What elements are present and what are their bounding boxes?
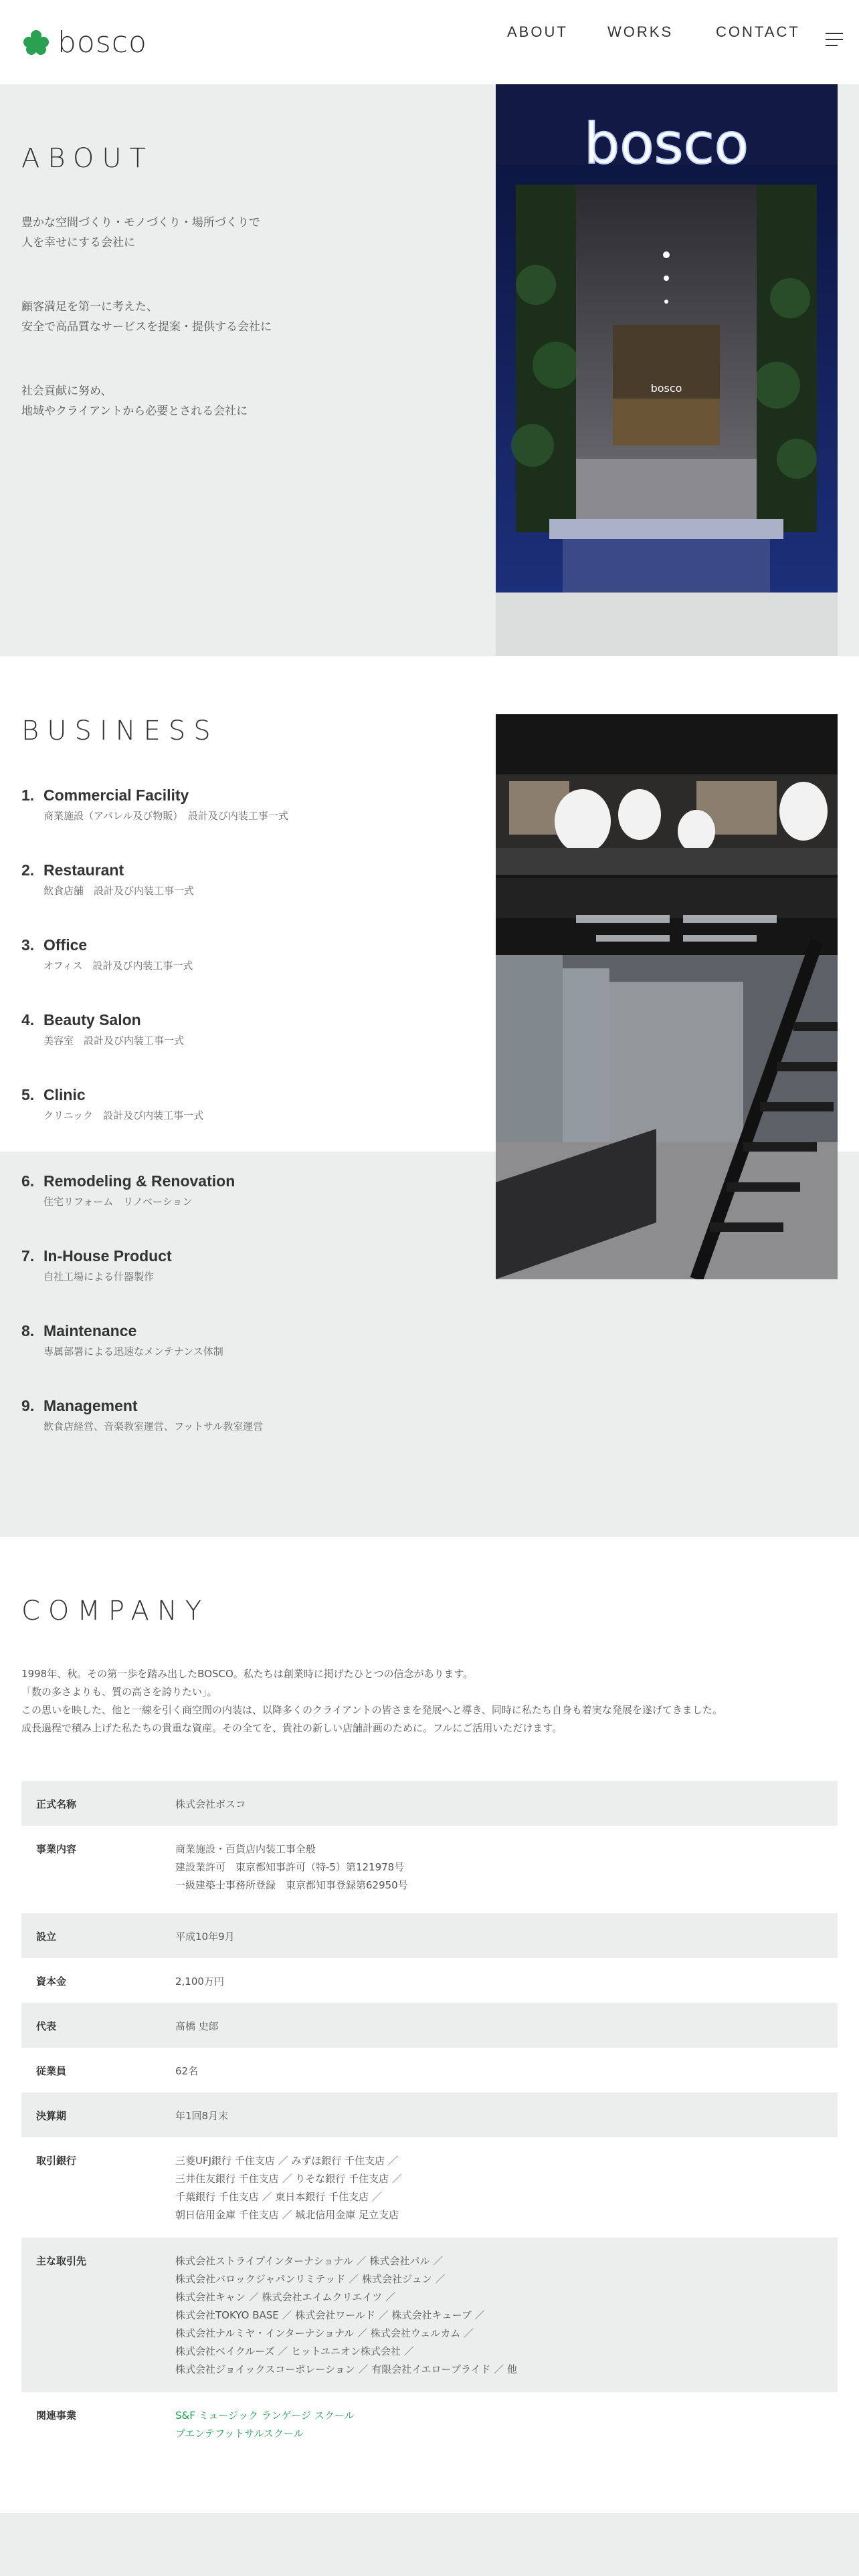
about-photo-shadow bbox=[496, 593, 838, 656]
footer-band bbox=[0, 2513, 859, 2576]
nav-works[interactable]: WORKS bbox=[607, 23, 674, 40]
business-title: BUSINESS bbox=[21, 716, 219, 746]
table-row: 正式名称 株式会社ボスコ bbox=[21, 1781, 838, 1826]
about-paragraph-2: 顧客満足を第一に考えた、 安全で高品質なサービスを提案・提供する会社に bbox=[21, 300, 272, 334]
about-title: ABOUT bbox=[21, 143, 155, 174]
logo-wordmark: bosco bbox=[58, 25, 147, 60]
site-header bbox=[0, 0, 859, 84]
table-row: 従業員 62名 bbox=[36, 2065, 199, 2077]
nav-about[interactable]: ABOUT bbox=[507, 23, 568, 40]
company-intro: 1998年、秋。その第一歩を踏み出したBOSCO。私たちは創業時に掲げたひとつの信念があります。 「数の多さよりも、質の高さを誇りたい」。 この思いを映した、他と一線を引く商空間の内装は、以降多くのクライアントの皆さまを発展へと導き、同時に私たち自身も着実な発展を遂げてきました。 成長過程で積み上げた私たちの貴重な資産。その全てを、貴社の新しい店舗計画のために。フルにご活用いただけます。 bbox=[21, 1668, 723, 1734]
logo[interactable] bbox=[21, 25, 147, 60]
about-photo-storefront bbox=[496, 84, 838, 593]
table-row: 資本金 2,100万円 bbox=[36, 1975, 224, 1988]
business-photo-interior bbox=[496, 714, 838, 1279]
table-row: 代表 髙橋 史郎 bbox=[21, 2003, 838, 2048]
company-title: COMPANY bbox=[21, 1596, 210, 1626]
link-sf-music-language-school[interactable]: S&F ミュージック ランゲージ スクール bbox=[175, 2409, 355, 2422]
table-row: 事業内容 商業施設・百貨店内装工事全般 建設業許可 東京都知事許可（特-5）第121978号 一級建築士事務所登録 東京都知事登録第62950号 bbox=[36, 1843, 408, 1891]
nav-contact[interactable]: CONTACT bbox=[716, 23, 800, 40]
clover-logo-icon bbox=[21, 28, 51, 58]
menu-icon[interactable] bbox=[826, 31, 843, 47]
table-row: 取引銀行 三菱UFJ銀行 千住支店 ／ みずほ銀行 千住支店 ／ 三井住友銀行 千住支店 ／ りそな銀行 千住支店 ／ 千葉銀行 千住支店 ／ 東日本銀行 千住支店 ／ 朝日信用金庫 千住支店 ／ 城北信用金庫 足立支店 bbox=[36, 2155, 402, 2221]
bosco-neon-sign: bosco bbox=[583, 111, 749, 177]
table-row: 関連事業 S&F ミュージック ランゲージ スクール プエンテフットサルスクール bbox=[21, 2392, 838, 2456]
table-row: 主な取引先 株式会社ストライプインターナショナル ／ 株式会社パル ／ 株式会社バロックジャパンリミテッド ／ 株式会社ジュン ／ 株式会社キャン ／ 株式会社エイムクリエイツ ／ 株式会社TOKYO BASE ／ 株式会社ワールド ／ 株式会社キューブ ／ 株式会社ナルミヤ・インターナショナル ／ 株式会社ウェルカム ／ 株式会社ベイクルーズ ／ ヒットユニオン株式会社 ／ 株式会社ジョイックスコーポレーション ／ 有限会社イエロープライド ／ 他 bbox=[21, 2238, 838, 2392]
inner-shop-sign: bosco bbox=[650, 382, 682, 395]
link-puente-futsal-school[interactable]: プエンテフットサルスクール bbox=[175, 2428, 304, 2440]
about-paragraph-3: 社会貢献に努め、 地域やクライアントから必要とされる会社に bbox=[21, 385, 248, 418]
table-row: 決算期 年1回8月末 bbox=[21, 2092, 838, 2137]
table-row: 設立 平成10年9月 bbox=[21, 1913, 838, 1958]
about-paragraph-1: 豊かな空間づくり・モノづくり・場所づくりで 人を幸せにする会社に bbox=[21, 216, 260, 249]
